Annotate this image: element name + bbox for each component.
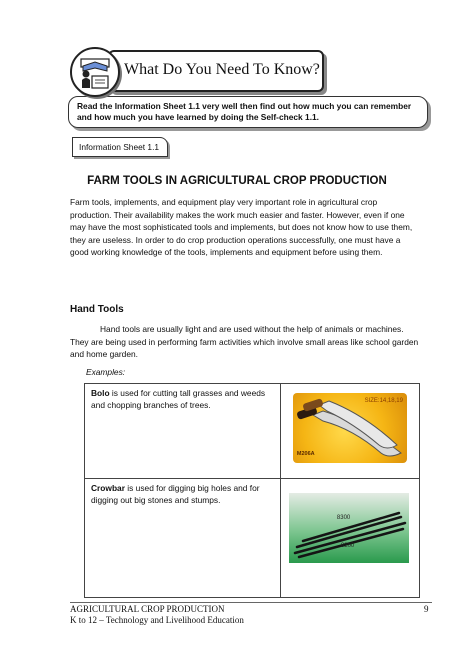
reading-person-icon xyxy=(70,47,120,97)
tool-name: Bolo xyxy=(91,388,110,398)
tool-description xyxy=(85,479,281,598)
table-row xyxy=(85,479,420,598)
tool-name: Crowbar xyxy=(91,483,125,493)
footer-program: K to 12 – Technology and Livelihood Education xyxy=(70,615,244,625)
header-title: What Do You Need To Know? xyxy=(124,61,320,78)
page-number: 9 xyxy=(424,604,429,614)
footer-course: AGRICULTURAL CROP PRODUCTION xyxy=(70,604,225,614)
examples-label: Examples: xyxy=(86,367,126,377)
section-title: FARM TOOLS IN AGRICULTURAL CROP PRODUCTION xyxy=(87,175,387,187)
hand-tools-heading: Hand Tools xyxy=(70,304,124,315)
crowbar-image xyxy=(289,493,409,563)
hand-tools-paragraph: Hand tools are usually light and are used without the help of animals or machines. They are being used in performing farm activities which involve small areas like school garden and home garden. xyxy=(70,324,419,360)
crowbar-label-1: 8300 xyxy=(336,515,351,521)
tool-description xyxy=(85,384,281,479)
info-sheet-tab: Information Sheet 1.1 xyxy=(72,137,168,157)
instruction-box: Read the Information Sheet 1.1 very well then find out how much you can remember and how much you have learned by doing the Self-check 1.1. xyxy=(68,96,428,128)
tools-table xyxy=(84,383,420,598)
tool-text: is used for digging big holes and for digging out big stones and stumps. xyxy=(91,483,260,505)
table-row xyxy=(85,384,420,479)
bolo-size-label: SIZE:14,18,19 xyxy=(364,398,403,404)
tool-image-cell xyxy=(280,384,419,479)
footer-divider xyxy=(70,602,432,603)
tool-text: is used for cutting tall grasses and weeds and chopping branches of trees. xyxy=(91,388,266,410)
header-banner xyxy=(108,50,324,92)
crowbar-label-2: 8200 xyxy=(340,543,355,549)
bolo-image xyxy=(293,393,407,463)
intro-paragraph: Farm tools, implements, and equipment play very important role in agricultural crop production. Their availability makes the work much easier and faster. However, even if one may have the most sophisticated tools and implements, but does not know how to use them, they are useless. In order to do crop production operations successfully, one must have a good working knowledge of the tools, implements and equipment before using them. xyxy=(70,197,413,258)
tool-image-cell xyxy=(280,479,419,598)
bolo-code-label: M206A xyxy=(296,450,315,457)
